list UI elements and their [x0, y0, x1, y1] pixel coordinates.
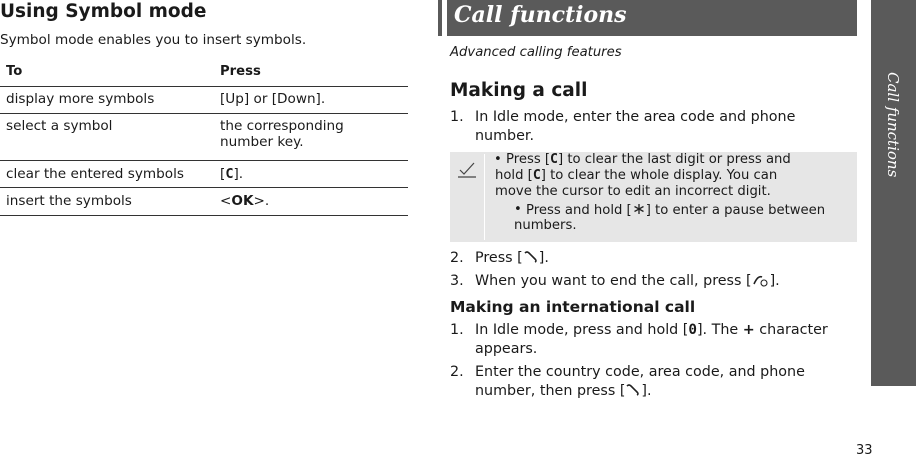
- step-line-2: number.: [475, 128, 535, 144]
- step-line-2: appears.: [475, 341, 538, 357]
- step-text-pre: number, then press [: [475, 383, 626, 399]
- star-key-icon: [632, 202, 646, 216]
- note-text: ] to clear the whole display. You can: [540, 168, 778, 183]
- step-text-pre: In Idle mode, press and hold [: [475, 322, 689, 338]
- chapter-banner: [438, 0, 857, 36]
- side-tab-label: Call functions: [884, 72, 902, 178]
- ok-key-label: OK: [231, 192, 254, 209]
- page-number: 33: [856, 443, 873, 458]
- list-item: [450, 272, 850, 292]
- note-text: hold [: [495, 168, 533, 183]
- table-cell-to: display more symbols: [0, 86, 214, 113]
- table-row: [0, 187, 408, 215]
- list-item: [450, 249, 850, 269]
- table-cell-to: clear the entered symbols: [0, 160, 214, 187]
- step-line-1: In Idle mode, enter the area code and phone: [475, 109, 796, 125]
- banner-stripe: [442, 0, 447, 36]
- note-text: ] to clear the last digit or press and: [558, 152, 791, 167]
- note-bullet-2: [514, 202, 826, 219]
- side-chapter-tab: [871, 0, 916, 386]
- note-bullet-2-line-2: numbers.: [514, 218, 577, 233]
- c-key-label: C: [532, 168, 541, 183]
- step-line-1: Enter the country code, area code, and phone: [475, 364, 805, 380]
- zero-key-label: 0: [688, 322, 697, 338]
- note-text: ] to enter a pause between: [645, 203, 826, 218]
- chapter-title: Call functions: [454, 2, 627, 28]
- step-text-post: ].: [641, 383, 652, 399]
- step-number: 2.: [450, 250, 464, 266]
- table-row: [0, 86, 408, 113]
- send-key-icon: [625, 383, 641, 397]
- table-header-press: Press: [214, 60, 408, 86]
- table-cell-to: insert the symbols: [0, 187, 214, 215]
- c-key-label: C: [225, 165, 234, 182]
- bracket-open: <: [220, 192, 232, 209]
- table-cell-press: [214, 187, 408, 215]
- note-divider: [484, 154, 485, 240]
- note-bullet-1: [494, 152, 791, 168]
- list-item: [450, 321, 860, 361]
- step-text: [475, 249, 549, 268]
- note-text: Press and hold [: [526, 203, 632, 218]
- plus-sign: +: [742, 322, 755, 338]
- step-number: 1.: [450, 322, 464, 338]
- step-text: [475, 363, 805, 401]
- send-key-icon: [523, 250, 539, 264]
- end-key-icon: [752, 273, 770, 287]
- checkmark-note-icon: [458, 162, 476, 178]
- table-cell-press: [214, 160, 408, 187]
- table-row: [0, 113, 408, 160]
- table-cell-press: [214, 113, 408, 160]
- step-number: 3.: [450, 273, 464, 289]
- step-text-post: ].: [769, 273, 780, 289]
- list-item: [450, 363, 860, 403]
- step-text-post: character: [754, 322, 828, 338]
- step-text-mid: ]. The: [696, 322, 743, 338]
- note-bullet-1-line-2: [495, 168, 777, 184]
- bracket-close: ].: [233, 165, 244, 182]
- symbol-mode-table: [0, 60, 408, 216]
- international-call-heading: Making an international call: [450, 298, 696, 316]
- step-text: [475, 272, 780, 291]
- table-row: [0, 160, 408, 187]
- press-line-2: number key.: [220, 133, 304, 150]
- step-number: 2.: [450, 364, 464, 380]
- table-cell-press: [Up] or [Down].: [214, 86, 408, 113]
- step-text-pre: When you want to end the call, press [: [475, 273, 752, 289]
- note-text: Press [: [506, 152, 551, 167]
- table-header-to: To: [0, 60, 214, 86]
- making-call-heading: Making a call: [450, 80, 588, 101]
- side-tab-label-wrap: [875, 72, 911, 192]
- table-cell-to: select a symbol: [0, 113, 214, 160]
- chapter-subtitle: Advanced calling features: [450, 45, 622, 60]
- table-header-row: [0, 60, 408, 86]
- bracket-open: [: [220, 165, 226, 182]
- bracket-close: >.: [253, 192, 270, 209]
- c-key-label: C: [550, 152, 558, 167]
- bullet-dot: •: [514, 202, 522, 217]
- list-item: [450, 108, 850, 148]
- step-number: 1.: [450, 109, 464, 125]
- step-text: [475, 108, 795, 146]
- step-text-pre: Press [: [475, 250, 523, 266]
- step-text-post: ].: [538, 250, 549, 266]
- press-line-1: the corresponding: [220, 117, 344, 134]
- symbol-mode-intro: Symbol mode enables you to insert symbols.: [0, 32, 307, 48]
- note-box: [450, 152, 857, 242]
- note-bullet-1-line-3: move the cursor to edit an incorrect digit.: [495, 184, 771, 199]
- symbol-mode-heading: Using Symbol mode: [0, 1, 207, 22]
- bullet-dot: •: [494, 152, 502, 167]
- step-text: [475, 321, 828, 359]
